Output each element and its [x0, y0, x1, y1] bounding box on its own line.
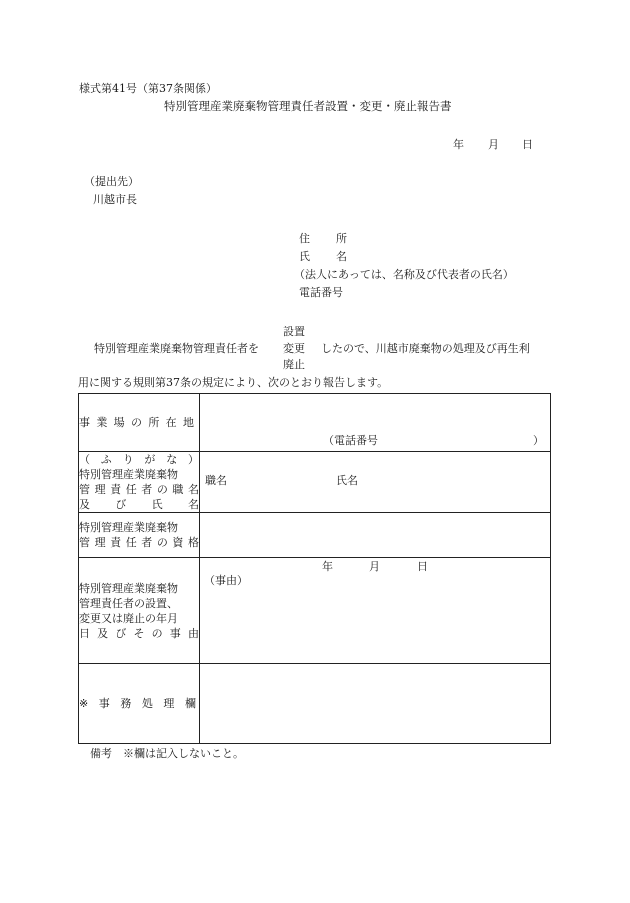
change-month: 月: [369, 560, 380, 573]
change-year: 年: [322, 560, 333, 573]
location-phone-open: （電話番号: [323, 434, 378, 447]
applicant-name-label-1: 氏: [299, 250, 310, 263]
form-number: 様式第41号（第37条関係）: [79, 82, 217, 95]
form-title: 特別管理産業廃棄物管理責任者設置・変更・廃止報告書: [164, 99, 452, 113]
field-manager-qualification[interactable]: [200, 513, 551, 558]
remarks: 備考 ※欄は記入しないこと。: [90, 747, 244, 760]
date-month: 月: [488, 138, 499, 151]
manager-title-label: 職名: [205, 474, 227, 487]
table-row-office-use: [79, 664, 551, 744]
recipient-label: （提出先）: [84, 175, 139, 188]
applicant-address-label-2: 所: [336, 232, 347, 245]
label-manager-title-name: （ ふ り が な ） 特別管理産業廃棄物 管 理 責 任 者 の 職 名 及 び 氏 名: [79, 453, 199, 511]
field-office-use: [200, 664, 551, 744]
recipient-name: 川越市長: [93, 193, 137, 206]
table-row-location: [79, 394, 551, 452]
field-change-date-reason[interactable]: [200, 558, 551, 664]
option-abolish: 廃止: [283, 358, 305, 371]
label-office-use: ※ 事 務 処 理 欄: [79, 664, 200, 744]
change-reason-label: （事由）: [204, 574, 248, 587]
label-change-date-reason: 特別管理産業廃棄物 管理責任者の設置、 変更又は廃止の年月 日 及 び そ の 事 由: [79, 558, 200, 664]
statement-suffix: したので、川越市廃棄物の処理及び再生利: [321, 342, 530, 355]
statement-continuation: 用に関する規則第37条の規定により、次のとおり報告します。: [78, 376, 389, 389]
table-row-manager: [79, 452, 551, 513]
manager-name-label: 氏名: [336, 474, 358, 487]
label-business-location: 事 業 場 の 所 在 地: [79, 394, 200, 452]
applicant-corporate-note: （法人にあっては、名称及び代表者の氏名）: [294, 268, 514, 281]
date-day: 日: [522, 138, 533, 151]
field-manager-title-name[interactable]: [200, 452, 551, 513]
date-year: 年: [453, 138, 464, 151]
table-row-change-date: [79, 558, 551, 664]
label-manager-qualification: 特別管理産業廃棄物 管 理 責 任 者 の 資 格: [79, 513, 200, 558]
location-phone-close: ）: [533, 434, 544, 447]
applicant-name-label-2: 名: [336, 250, 347, 263]
statement-prefix: 特別管理産業廃棄物管理責任者を: [94, 342, 259, 355]
applicant-phone-label: 電話番号: [299, 286, 343, 299]
report-table: [78, 393, 551, 744]
field-business-location[interactable]: [200, 394, 551, 452]
change-day: 日: [417, 560, 428, 573]
applicant-address-label-1: 住: [299, 232, 310, 245]
option-establish: 設置: [283, 325, 305, 338]
table-row-qualification: [79, 513, 551, 558]
option-change: 変更: [283, 342, 305, 355]
